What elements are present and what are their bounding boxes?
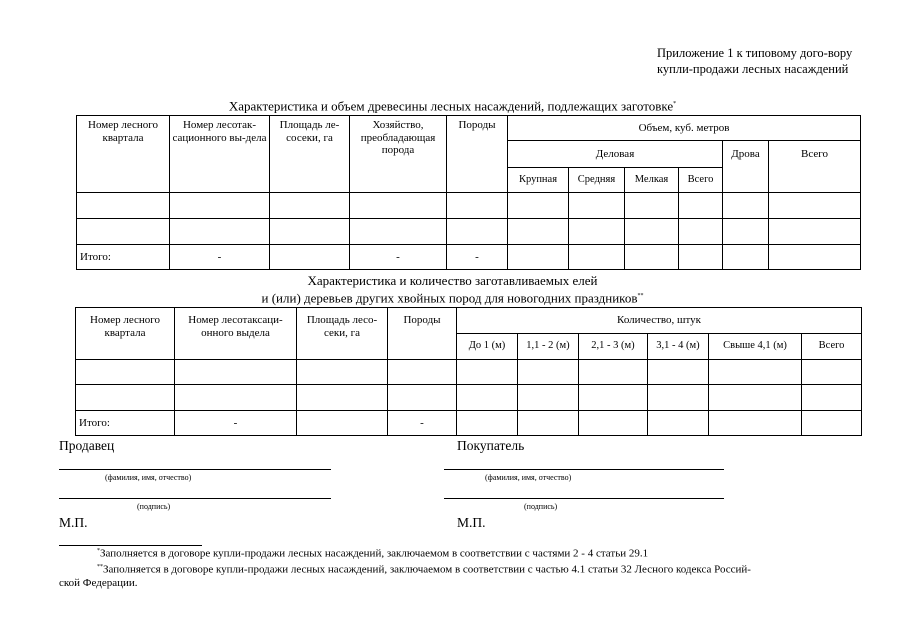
col-species-header: Породы (447, 116, 508, 193)
table-row (77, 219, 861, 245)
buyer-signature-hint: (подпись) (524, 502, 558, 511)
total-dash: - (170, 245, 270, 270)
col-total-header: Всего (802, 334, 862, 360)
seller-signature-hint: (подпись) (137, 502, 171, 511)
total-dash: - (175, 411, 297, 436)
col-allotment-header: Номер лесотаксаци-онного выдела (175, 308, 297, 360)
buyer-name-line[interactable] (444, 469, 724, 470)
timber-volume-table (76, 115, 861, 270)
col-height-4-header: 3,1 - 4 (м) (648, 334, 709, 360)
col-volume-header: Объем, куб. метров (508, 116, 861, 141)
col-quarter-header: Номер лесного квартала (76, 308, 175, 360)
col-allotment-header: Номер лесотак-сационного вы-дела (170, 116, 270, 193)
buyer-signature-line[interactable] (444, 498, 724, 499)
seller-label: Продавец (59, 438, 115, 453)
total-dash: - (447, 245, 508, 270)
col-firewood-header: Дрова (723, 141, 769, 193)
appendix-note: Приложение 1 к типовому дого-вору купли-продажи лесных насаждений (657, 46, 853, 76)
footnote-2-continued: ской Федерации. (59, 577, 138, 589)
col-quarter-header: Номер лесного квартала (77, 116, 170, 193)
col-quantity-header: Количество, штук (457, 308, 862, 334)
buyer-stamp: М.П. (457, 515, 486, 530)
total-row (77, 245, 861, 270)
seller-stamp: М.П. (59, 515, 88, 530)
col-economy-header: Хозяйство, преобладающая порода (350, 116, 447, 193)
total-dash: - (388, 411, 457, 436)
buyer-label: Покупатель (457, 438, 525, 453)
col-business-header: Деловая (508, 141, 723, 168)
total-dash: - (350, 245, 447, 270)
buyer-name-hint: (фамилия, имя, отчество) (485, 473, 572, 482)
col-medium-header: Средняя (569, 168, 625, 193)
col-total-header: Всего (769, 141, 861, 193)
footnote-1: *Заполняется в договоре купли-продажи лесных насаждений, заключаемом в соответствии с частями 2 - 4 статьи 29.1 (97, 547, 649, 560)
col-height-5-header: Свыше 4,1 (м) (709, 334, 802, 360)
christmas-trees-table (75, 307, 862, 436)
col-business-total-header: Всего (679, 168, 723, 193)
col-height-3-header: 2,1 - 3 (м) (579, 334, 648, 360)
seller-signature-line[interactable] (59, 498, 331, 499)
seller-name-hint: (фамилия, имя, отчество) (105, 473, 192, 482)
table-row (76, 385, 862, 411)
table2-title-mark: ** (637, 293, 644, 299)
col-small-header: Мелкая (625, 168, 679, 193)
table2-title-line1: Характеристика и количество заготавливаемых елей (307, 273, 598, 288)
table1-title-mark: * (673, 101, 677, 107)
footnote-2: **Заполняется в договоре купли-продажи лесных насаждений, заключаемом в соответствии с частью 4.1 статьи 32 Лесного кодекса Россий- (97, 563, 751, 576)
table2-title-line2: и (или) деревьев других хвойных пород для новогодних праздников** (261, 290, 644, 306)
table-row (76, 360, 862, 385)
col-area-header: Площадь лесо-секи, га (297, 308, 388, 360)
col-height-1-header: До 1 (м) (457, 334, 518, 360)
footnote-1-mark: * (97, 548, 100, 554)
seller-name-line[interactable] (59, 469, 331, 470)
table-row (77, 193, 861, 219)
col-area-header: Площадь ле-сосеки, га (270, 116, 350, 193)
table1-title: Характеристика и объем древесины лесных насаждений, подлежащих заготовке* (228, 98, 677, 114)
total-label: Итого: (77, 245, 170, 270)
col-height-2-header: 1,1 - 2 (м) (518, 334, 579, 360)
col-large-header: Крупная (508, 168, 569, 193)
total-label: Итого: (76, 411, 175, 436)
footnote-2-mark: ** (97, 564, 103, 570)
col-species-header: Породы (388, 308, 457, 360)
total-row (76, 411, 862, 436)
